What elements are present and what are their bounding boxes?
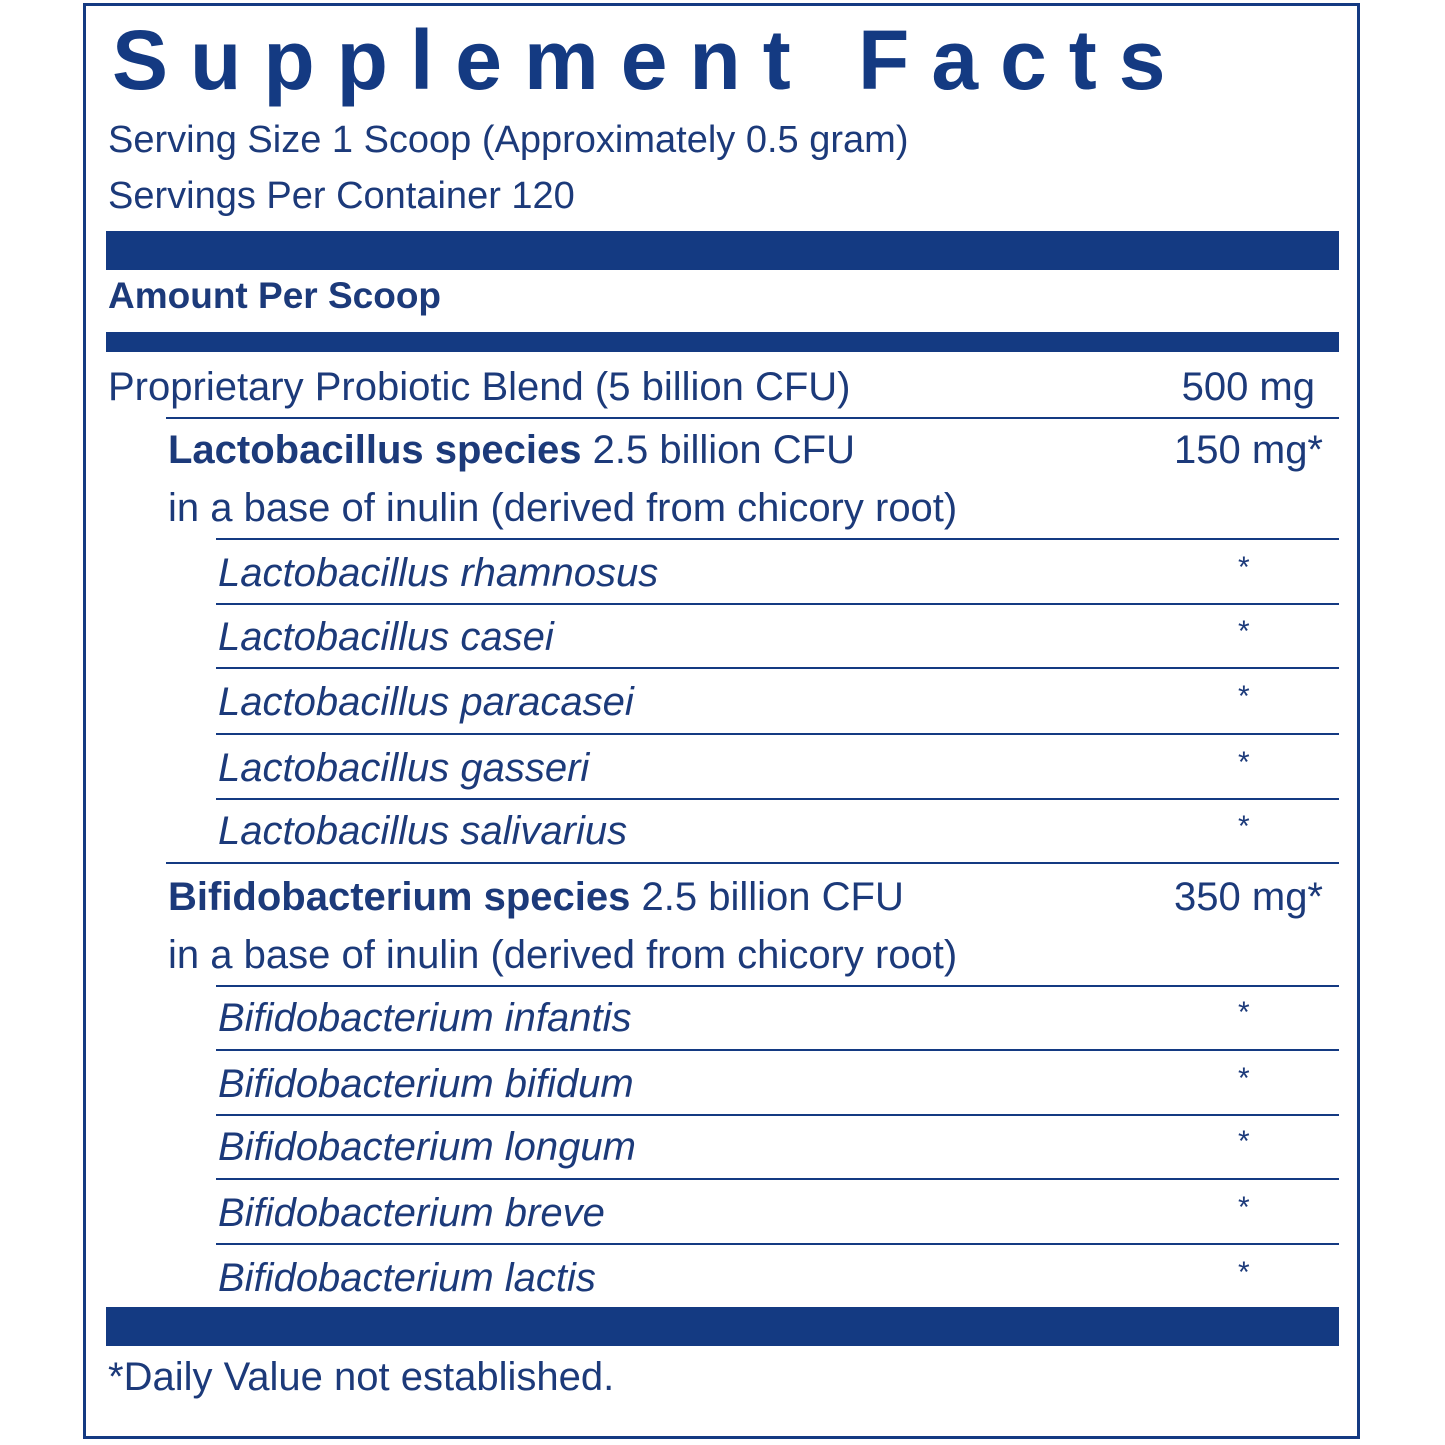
row-divider	[216, 1243, 1339, 1245]
serving-size: Serving Size 1 Scoop (Approximately 0.5 gram)	[108, 119, 909, 161]
blend-amount: 500 mg	[1181, 365, 1315, 409]
strain-name: Bifidobacterium lactis	[218, 1256, 596, 1300]
panel-title: Supplement Facts	[112, 13, 1188, 107]
strain-name: Lactobacillus salivarius	[218, 809, 628, 853]
strain-dv-mark: *	[1238, 810, 1250, 843]
row-divider	[216, 733, 1339, 735]
group-amount-lactobacillus: 150 mg*	[1174, 428, 1323, 472]
row-divider	[216, 603, 1339, 605]
row-divider	[216, 538, 1339, 540]
row-divider	[216, 667, 1339, 669]
group-base-bifidobacterium: in a base of inulin (derived from chicory root)	[168, 933, 958, 977]
strain-dv-mark: *	[1238, 1125, 1250, 1158]
strain-dv-mark: *	[1238, 1062, 1250, 1095]
strain-name: Lactobacillus gasseri	[218, 746, 590, 790]
row-divider	[216, 1114, 1339, 1116]
row-divider	[216, 798, 1339, 800]
strain-dv-mark: *	[1238, 551, 1250, 584]
group-amount-bifidobacterium: 350 mg*	[1174, 875, 1323, 919]
strain-name: Bifidobacterium longum	[218, 1125, 636, 1169]
strain-dv-mark: *	[1238, 746, 1250, 779]
strain-name: Bifidobacterium breve	[218, 1191, 605, 1235]
group-name-bifidobacterium: Bifidobacterium species 2.5 billion CFU	[168, 875, 904, 919]
group-base-lactobacillus: in a base of inulin (derived from chicory root)	[168, 486, 958, 530]
row-divider	[166, 862, 1339, 864]
thick-divider-bottom	[106, 1307, 1339, 1346]
strain-name: Lactobacillus paracasei	[218, 680, 634, 724]
medium-divider	[106, 332, 1339, 352]
strain-name: Bifidobacterium infantis	[218, 996, 632, 1040]
servings-per-container: Servings Per Container 120	[108, 175, 575, 217]
strain-dv-mark: *	[1238, 1191, 1250, 1224]
group-name-lactobacillus: Lactobacillus species 2.5 billion CFU	[168, 428, 855, 472]
footnote: *Daily Value not established.	[108, 1355, 615, 1399]
blend-name: Proprietary Probiotic Blend (5 billion CFU)	[108, 365, 851, 409]
amount-per-serving-header: Amount Per Scoop	[108, 275, 442, 316]
row-divider	[216, 985, 1339, 987]
strain-dv-mark: *	[1238, 615, 1250, 648]
strain-name: Lactobacillus casei	[218, 615, 554, 659]
strain-dv-mark: *	[1238, 1256, 1250, 1289]
row-divider	[216, 1049, 1339, 1051]
row-divider	[166, 417, 1339, 419]
strain-dv-mark: *	[1238, 680, 1250, 713]
thick-divider-top	[106, 231, 1339, 270]
strain-name: Lactobacillus rhamnosus	[218, 551, 659, 595]
strain-name: Bifidobacterium bifidum	[218, 1062, 634, 1106]
strain-dv-mark: *	[1238, 996, 1250, 1029]
row-divider	[216, 1178, 1339, 1180]
